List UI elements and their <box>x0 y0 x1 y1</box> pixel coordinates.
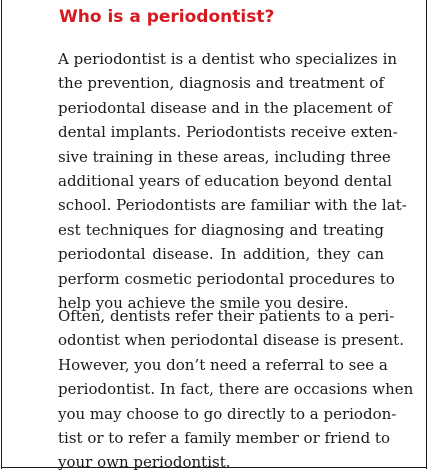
text-line: additional years of education beyond dental <box>58 172 392 191</box>
text-line: periodontal disease and in the placement of <box>58 98 392 117</box>
text-line: school. Periodontists are familiar with the lat- <box>58 196 407 215</box>
text-line: A periodontist is a dentist who specializes in <box>58 50 398 68</box>
text-line: periodontist. In fact, there are occasions when <box>58 380 414 399</box>
paragraph-referrals <box>58 304 414 475</box>
section-heading: Who is a periodontist? <box>59 7 275 27</box>
text-line: tist or to refer a family member or friend to <box>58 429 390 448</box>
text-line: help you achieve the smile you desire. <box>58 294 349 313</box>
text-line: periodontal disease. In addition, they can <box>58 245 384 264</box>
text-line: you may choose to go directly to a periodon- <box>58 404 397 423</box>
text-line: However, you don’t need a referral to see a <box>58 355 388 374</box>
text-line: your own periodontist. <box>58 453 231 472</box>
paragraph-what-is-periodontist <box>58 47 407 315</box>
text-line: est techniques for diagnosing and treating <box>58 220 384 239</box>
text-line: the prevention, diagnosis and treatment of <box>58 74 384 93</box>
text-line: perform cosmetic periodontal procedures to <box>58 269 395 288</box>
text-line: odontist when periodontal disease is present. <box>58 331 404 350</box>
right-border-rule <box>426 0 427 469</box>
text-line: Often, dentists refer their patients to a peri- <box>58 307 395 325</box>
text-line: sive training in these areas, including three <box>58 147 391 166</box>
text-line: dental implants. Periodontists receive exten- <box>58 123 398 142</box>
left-border-rule <box>1 0 2 469</box>
